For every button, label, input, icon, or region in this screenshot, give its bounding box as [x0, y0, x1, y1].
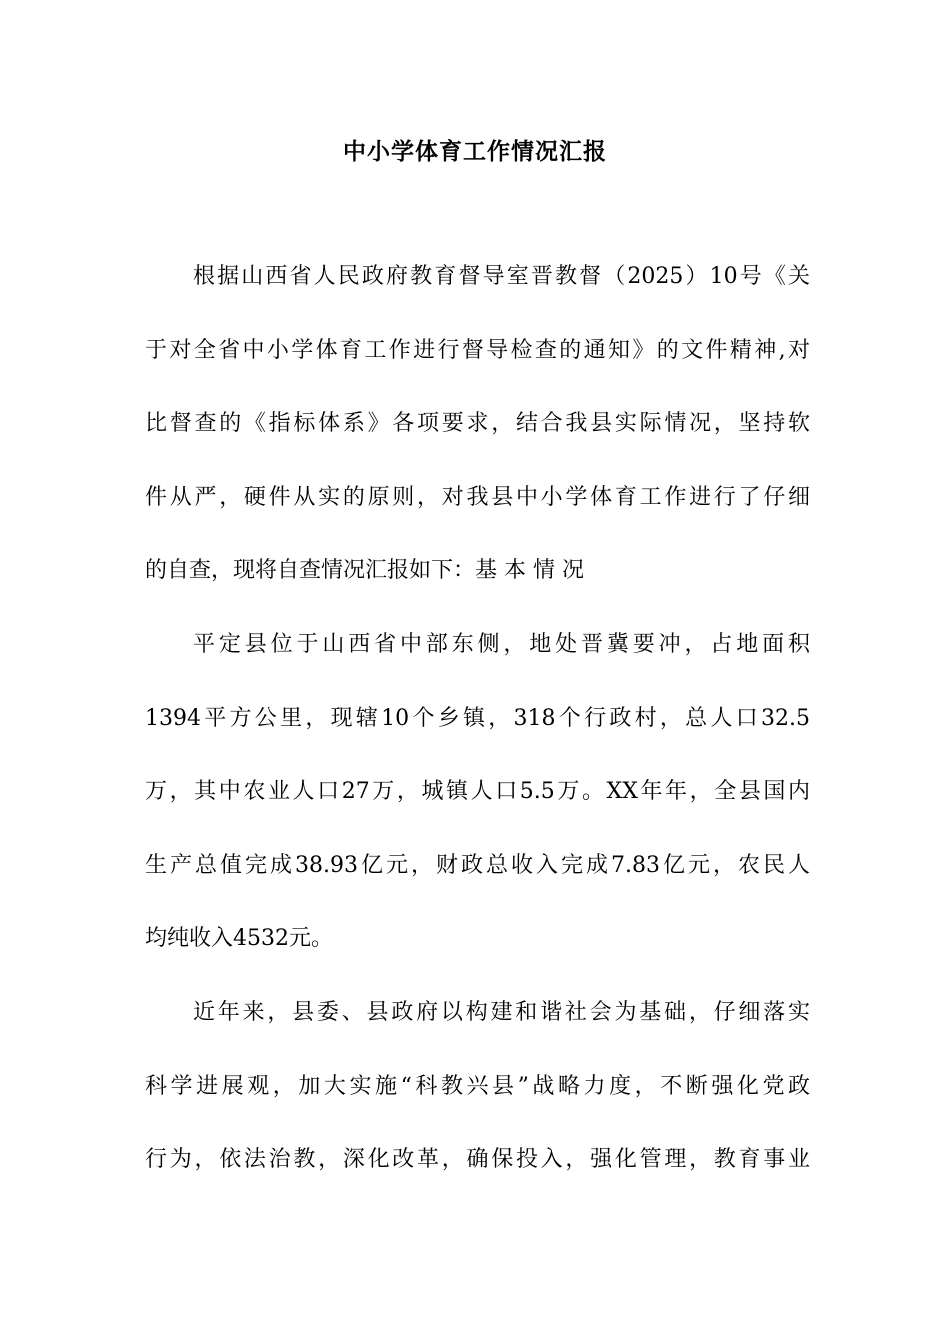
body-line-8: 万，其中农业人口27万，城镇人口5.5万。XX年年，全县国内 — [145, 779, 810, 805]
body-line-10: 均纯收入4532元。 — [145, 926, 333, 952]
document-body — [145, 255, 810, 1212]
body-line-2: 于对全省中小学体育工作进行督导检查的通知》的文件精神,对 — [145, 337, 810, 363]
body-line-9: 生产总值完成38.93亿元，财政总收入完成7.83亿元，农民人 — [145, 852, 810, 878]
body-line-7: 1394平方公里，现辖10个乡镇，318个行政村，总人口32.5 — [145, 705, 810, 731]
body-line-6: 平定县位于山西省中部东侧，地处晋冀要冲，占地面积 — [193, 631, 810, 657]
body-line-13: 行为，依法治教，深化改革，确保投入，强化管理，教育事业 — [145, 1147, 810, 1173]
body-line-1: 根据山西省人民政府教育督导室晋教督（2025）10号《关 — [193, 264, 810, 289]
body-line-4: 件从严，硬件从实的原则，对我县中小学体育工作进行了仔细 — [145, 484, 810, 510]
body-line-3: 比督查的《指标体系》各项要求，结合我县实际情况，坚持软 — [145, 411, 810, 437]
body-line-12: 科学进展观，加大实施“科教兴县”战略力度，不断强化党政 — [145, 1073, 810, 1099]
document-title: 中小学体育工作情况汇报 — [343, 139, 607, 165]
body-line-5: 的自查，现将自查情况汇报如下：基 本 情 况 — [145, 558, 584, 584]
body-line-11: 近年来，县委、县政府以构建和谐社会为基础，仔细落实 — [193, 999, 810, 1025]
